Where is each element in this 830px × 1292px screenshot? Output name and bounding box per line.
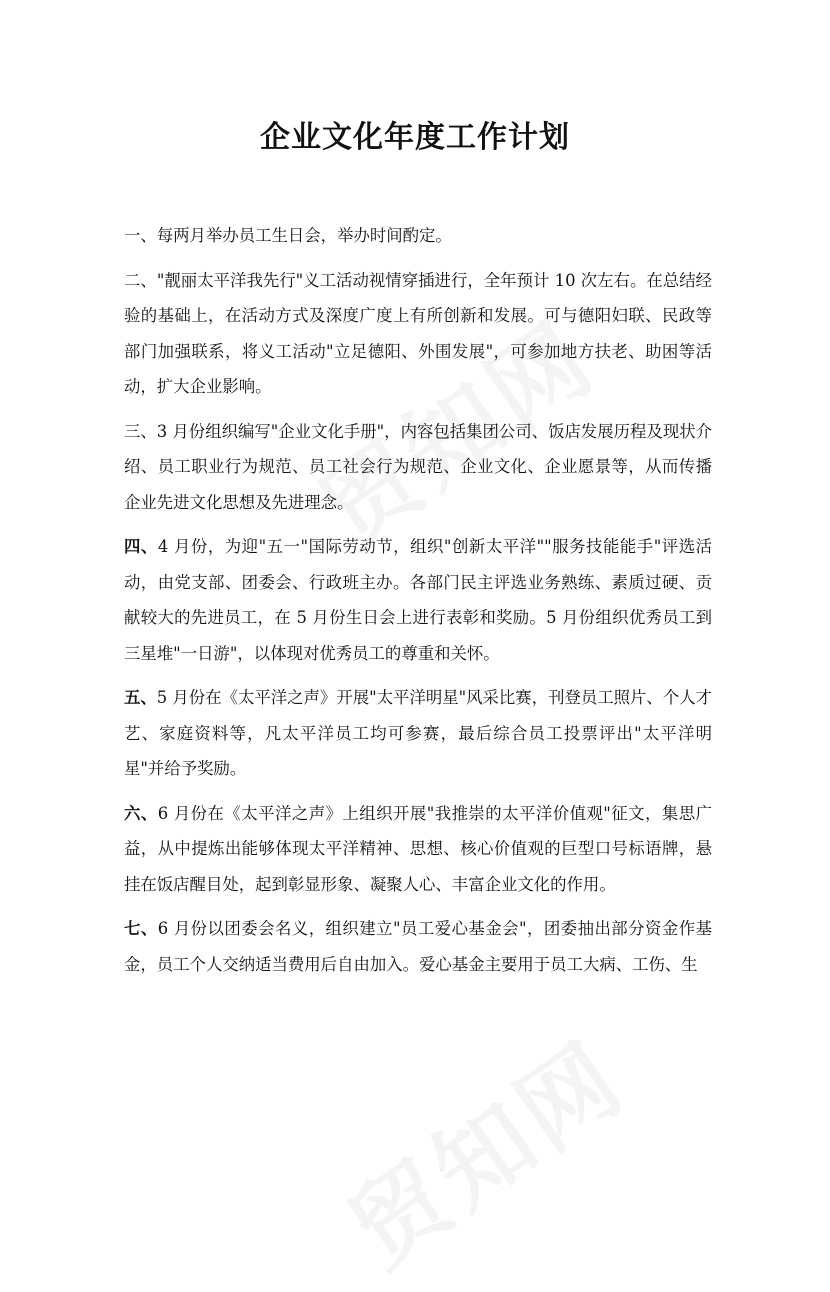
paragraph-text: 6 月份在《太平洋之声》上组织开展"我推崇的太平洋价值观"征文，集思广益，从中提炼出能够体现太平洋精神、思想、核心价值观的巨型口号标语牌，悬挂在饭店醒目处，起到彰显形象、凝聚人心、丰富企业文化的作用。 [124, 803, 712, 894]
paragraph-text: 4 月份，为迎"五一"国际劳动节，组织"创新太平洋""服务技能能手"评选活动，由党支部、团委会、行政班主办。各部门民主评选业务熟练、素质过硬、贡献较大的先进员工，在 5 月份生日会上进行表彰和奖励。5 月份组织优秀员工到三星堆"一日游"，以体现对优秀员工的尊重和关怀。 [124, 537, 713, 663]
paragraph [124, 680, 712, 787]
paragraph-number: 六、 [124, 803, 158, 823]
paragraph-number: 一、 [124, 226, 157, 245]
paragraph-text: 3 月份组织编写"企业文化手册"，内容包括集团公司、饭店发展历程及现状介绍、员工职业行为规范、员工社会行为规范、企业文化、企业愿景等，从而传播企业先进文化思想及先进理念。 [124, 421, 712, 512]
paragraph-text: 每两月举办员工生日会，举办时间酌定。 [156, 226, 452, 245]
document-title: 企业文化年度工作计划 [260, 120, 570, 155]
paragraph-number: 五、 [124, 688, 157, 707]
paragraph-number: 三、 [124, 421, 157, 441]
paragraph-number: 二、 [124, 270, 157, 290]
paragraph-number: 七、 [124, 919, 158, 938]
paragraph [124, 218, 712, 254]
paragraph [124, 529, 712, 671]
paragraph-text: "靓丽太平洋我先行"义工活动视情穿插进行，全年预计 10 次左右。在总结经验的基础上，在活动方式及深度广度上有所创新和发展。可与德阳妇联、民政等部门加强联系，将义工活动"立足德阳、外围发展"，可参加地方扶老、助困等活动，扩大企业影响。 [124, 270, 712, 396]
paragraph [124, 414, 712, 521]
paragraph [124, 263, 712, 405]
paragraph-text: 5 月份在《太平洋之声》开展"太平洋明星"风采比赛，刊登员工照片、个人才艺、家庭资料等，凡太平洋员工均可参赛，最后综合员工投票评出"太平洋明星"并给予奖励。 [124, 688, 712, 778]
watermark [318, 1005, 647, 1292]
document-body [124, 218, 712, 991]
paragraph-text: 6 月份以团委会名义，组织建立"员工爱心基金会"，团委抽出部分资金作基金，员工个人交纳适当费用后自由加入。爱心基金主要用于员工大病、工伤、生 [124, 919, 712, 974]
paragraph-number: 四、 [124, 537, 158, 556]
paragraph [124, 911, 712, 982]
paragraph [124, 796, 712, 903]
